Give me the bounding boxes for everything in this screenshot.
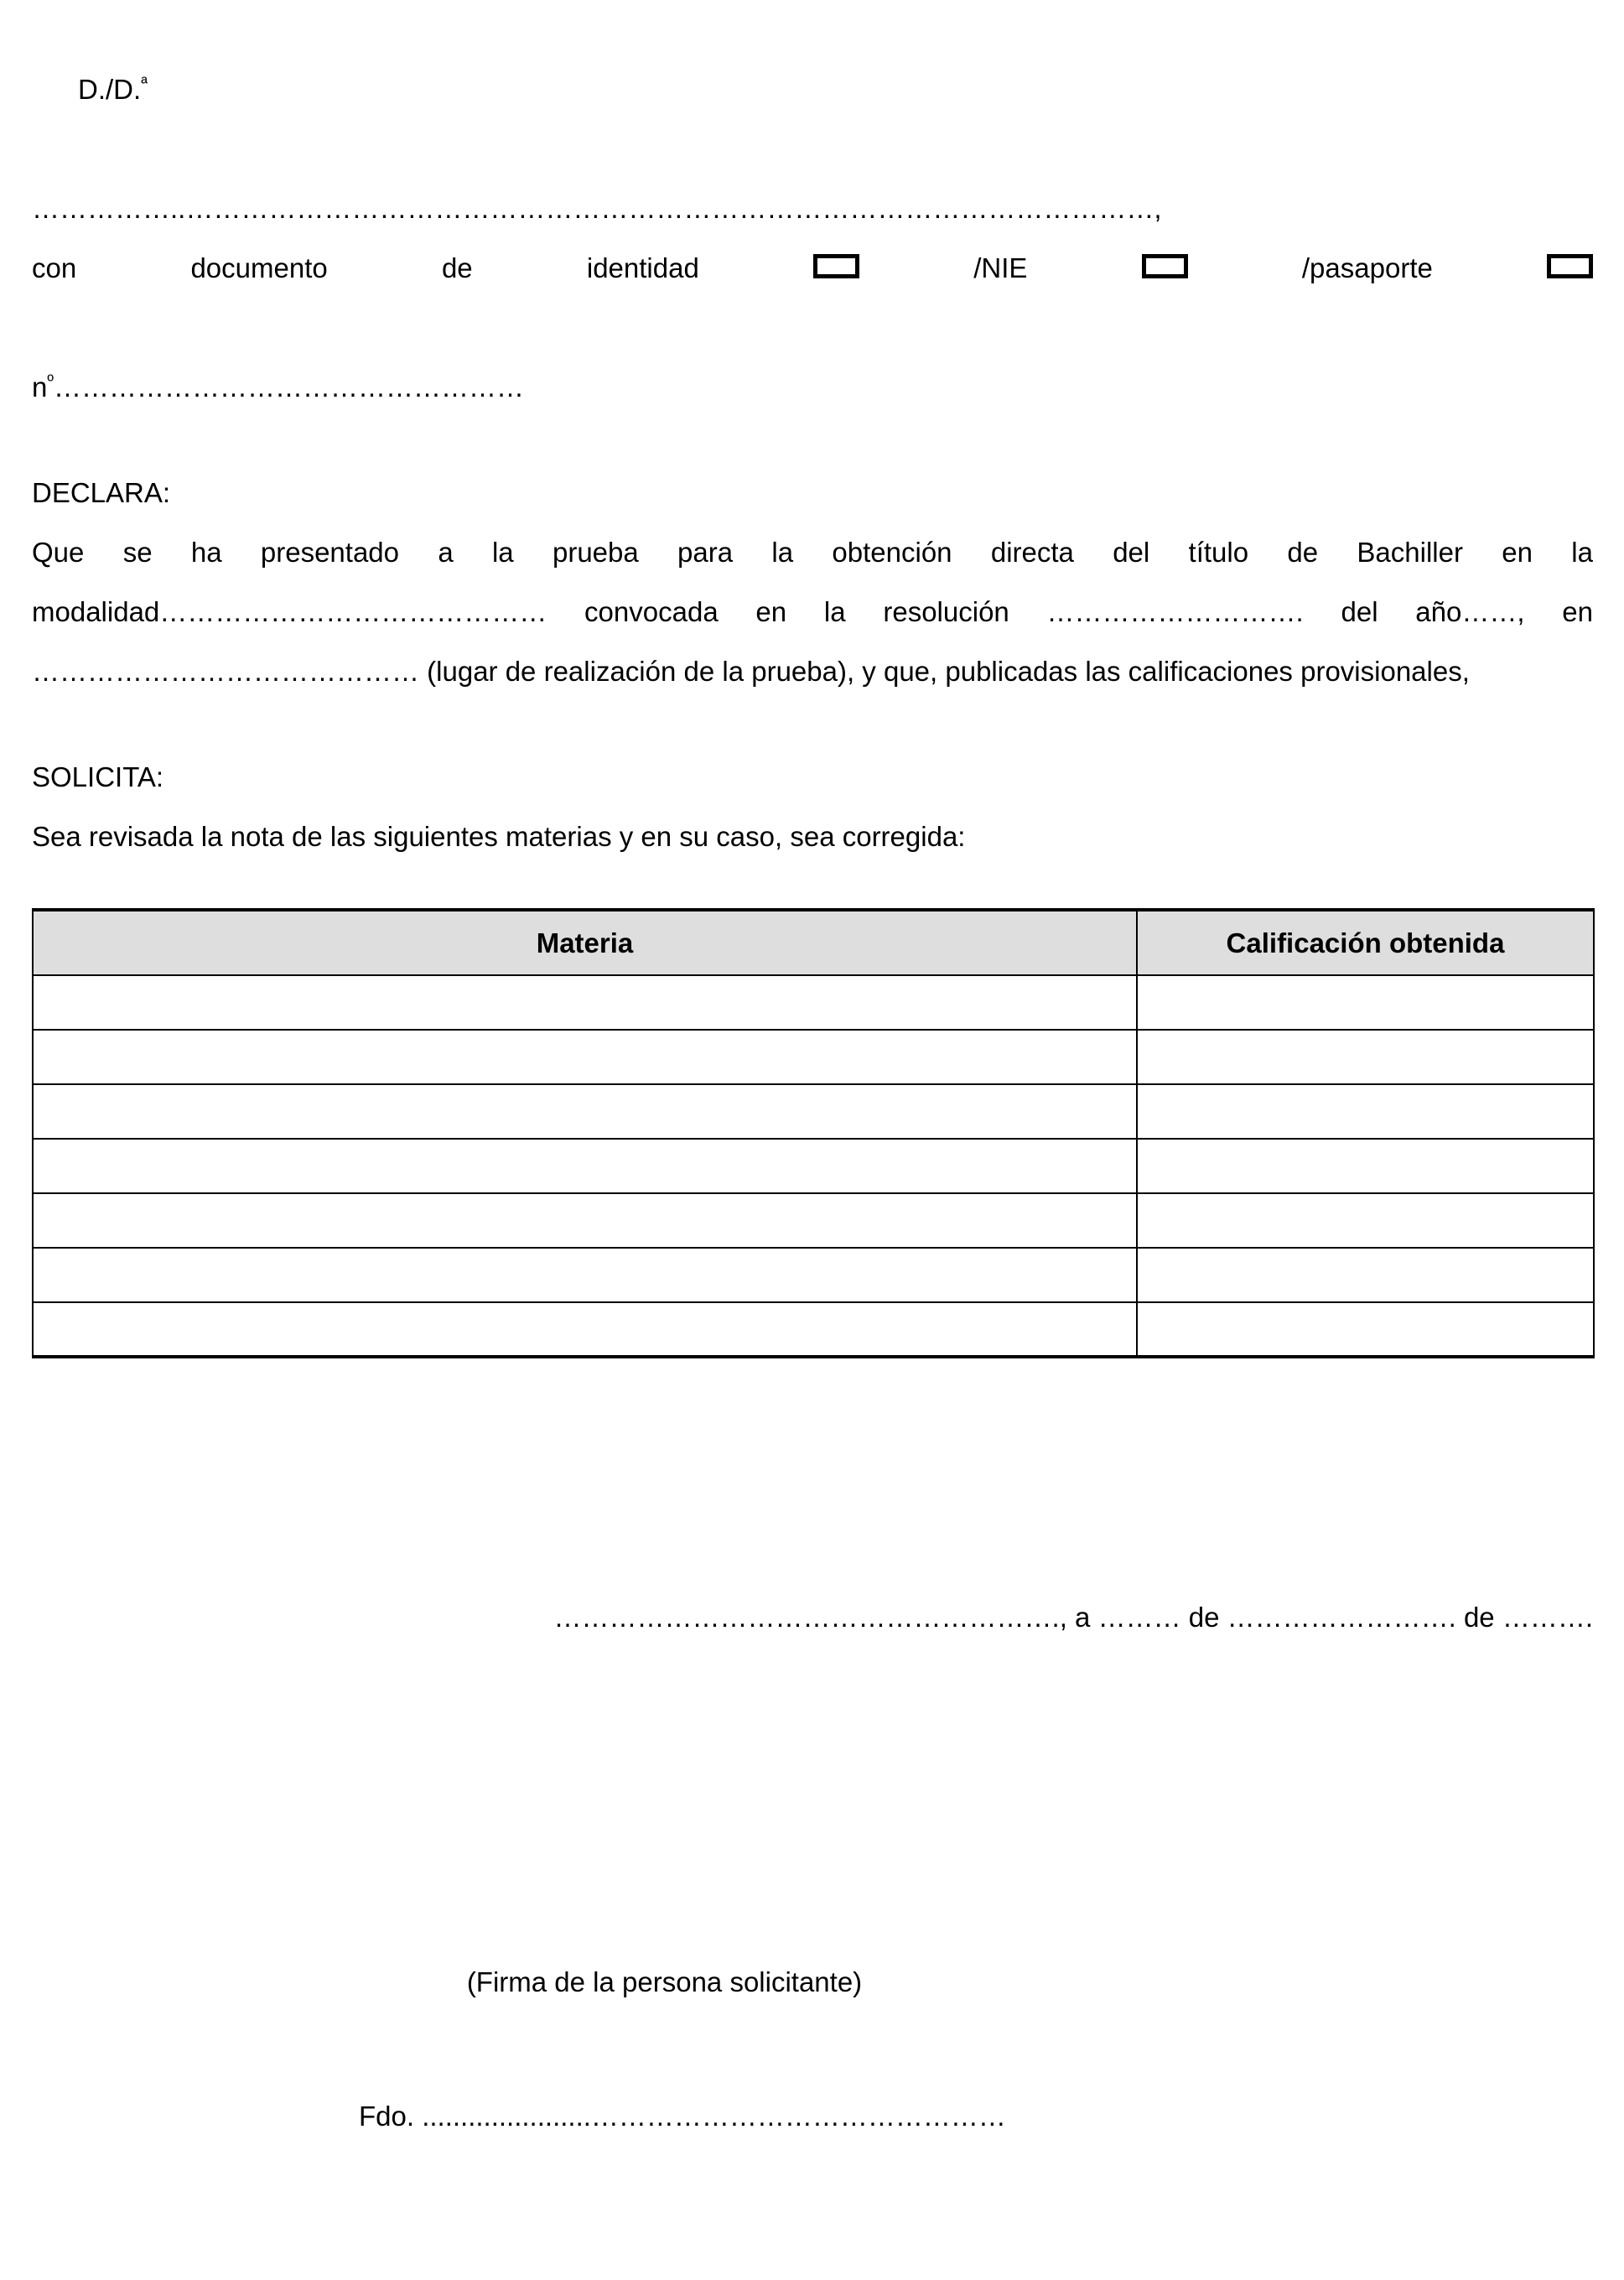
table-row — [33, 1139, 1594, 1193]
table-row — [33, 1084, 1594, 1139]
table-row — [33, 1193, 1594, 1248]
identity-word-de: de — [441, 252, 473, 283]
cell-materia[interactable] — [33, 975, 1137, 1030]
declara-heading: DECLARA: — [32, 477, 171, 508]
fdo-line — [32, 2096, 1593, 2137]
spacer-after-declara — [32, 701, 1593, 747]
cell-materia[interactable] — [33, 1084, 1137, 1139]
identity-label-pasaporte: /pasaporte — [1301, 252, 1433, 283]
identity-document-row — [32, 238, 1593, 357]
checkbox-nie[interactable] — [1142, 254, 1188, 278]
declara-text-5: (lugar de realización de la prueba), y que, publicadas las calificaciones provisionales, — [419, 656, 1470, 687]
cell-materia[interactable] — [33, 1302, 1137, 1357]
cell-materia[interactable] — [33, 1248, 1137, 1302]
declara-text-1: Que se ha presentado a la prueba para la obtención directa del título de Bachiller en la modalidad — [32, 537, 1593, 627]
table-row — [33, 1302, 1594, 1357]
declara-fill-lugar[interactable]: …………………………………… — [32, 656, 419, 687]
cell-calificacion[interactable] — [1137, 975, 1594, 1030]
salutation-label: D./D. — [78, 74, 142, 105]
identity-prefix-word: con — [32, 252, 77, 283]
identity-word-documento: documento — [190, 252, 328, 283]
declara-fill-ano[interactable]: …… — [1461, 596, 1518, 627]
checkbox-dni[interactable] — [813, 254, 859, 278]
identity-label-nie: /NIE — [973, 252, 1028, 283]
table-header-row — [33, 910, 1594, 975]
table-row — [33, 975, 1594, 1030]
cell-calificacion[interactable] — [1137, 1302, 1594, 1357]
cell-calificacion[interactable] — [1137, 1248, 1594, 1302]
fdo-fill[interactable]: ......................……………………………………… — [422, 2101, 1006, 2132]
identity-number-line — [32, 357, 1593, 417]
cell-materia[interactable] — [33, 1139, 1137, 1193]
table-row — [33, 1248, 1594, 1302]
cell-materia[interactable] — [33, 1030, 1137, 1084]
revision-table-wrapper — [32, 908, 1593, 1358]
salutation-superscript: ª — [141, 74, 148, 93]
place-date-line — [32, 1597, 1593, 1638]
cell-calificacion[interactable] — [1137, 1030, 1594, 1084]
year-fill[interactable]: ………. — [1502, 1602, 1593, 1633]
declara-text-3: del año — [1303, 596, 1462, 627]
checkbox-pasaporte[interactable] — [1547, 254, 1593, 278]
revision-table — [32, 908, 1595, 1358]
table-header-calificacion: Calificación obtenida — [1137, 910, 1594, 975]
place-separator: , a — [1059, 1602, 1098, 1633]
declara-text-2: convocada en la resolución — [547, 596, 1047, 627]
signature-caption: (Firma de la persona solicitante) — [466, 1966, 863, 1997]
declara-fill-resolucion[interactable]: ………………………. — [1046, 596, 1304, 627]
solicita-heading: SOLICITA: — [32, 761, 164, 792]
place-fill[interactable]: ………………………………………………. — [553, 1602, 1060, 1633]
cell-calificacion[interactable] — [1137, 1084, 1594, 1139]
identity-word-identidad: identidad — [586, 252, 699, 283]
salutation-line — [32, 0, 1593, 179]
declara-paragraph — [32, 522, 1593, 701]
declara-text-4: , en — [1517, 596, 1593, 627]
fdo-label: Fdo. — [359, 2101, 423, 2132]
identity-number-superscript: º — [47, 371, 54, 391]
revision-table-head — [33, 910, 1594, 975]
spacer-after-identity — [32, 417, 1593, 463]
name-fill-line[interactable]: ……………..……………………………………………………………………………………………, — [32, 193, 1162, 224]
cell-calificacion[interactable] — [1137, 1193, 1594, 1248]
document-text-body — [32, 0, 1593, 866]
month-fill[interactable]: ……………………. — [1227, 1602, 1456, 1633]
solicita-paragraph: Sea revisada la nota de las siguientes materias y en su caso, sea corregida: — [32, 821, 966, 852]
date-connector-1: de — [1180, 1602, 1227, 1633]
table-row — [33, 1030, 1594, 1084]
table-header-materia: Materia — [33, 910, 1137, 975]
identity-number-label: $n^º$ — [32, 371, 54, 403]
identity-number-fill[interactable]: …………………………………………… — [53, 371, 524, 403]
cell-calificacion[interactable] — [1137, 1139, 1594, 1193]
declara-fill-modalidad[interactable]: …………………………………… — [159, 596, 547, 627]
cell-materia[interactable] — [33, 1193, 1137, 1248]
date-connector-2: de — [1455, 1602, 1502, 1633]
day-fill[interactable]: ……… — [1097, 1602, 1181, 1633]
revision-table-body — [33, 975, 1594, 1357]
